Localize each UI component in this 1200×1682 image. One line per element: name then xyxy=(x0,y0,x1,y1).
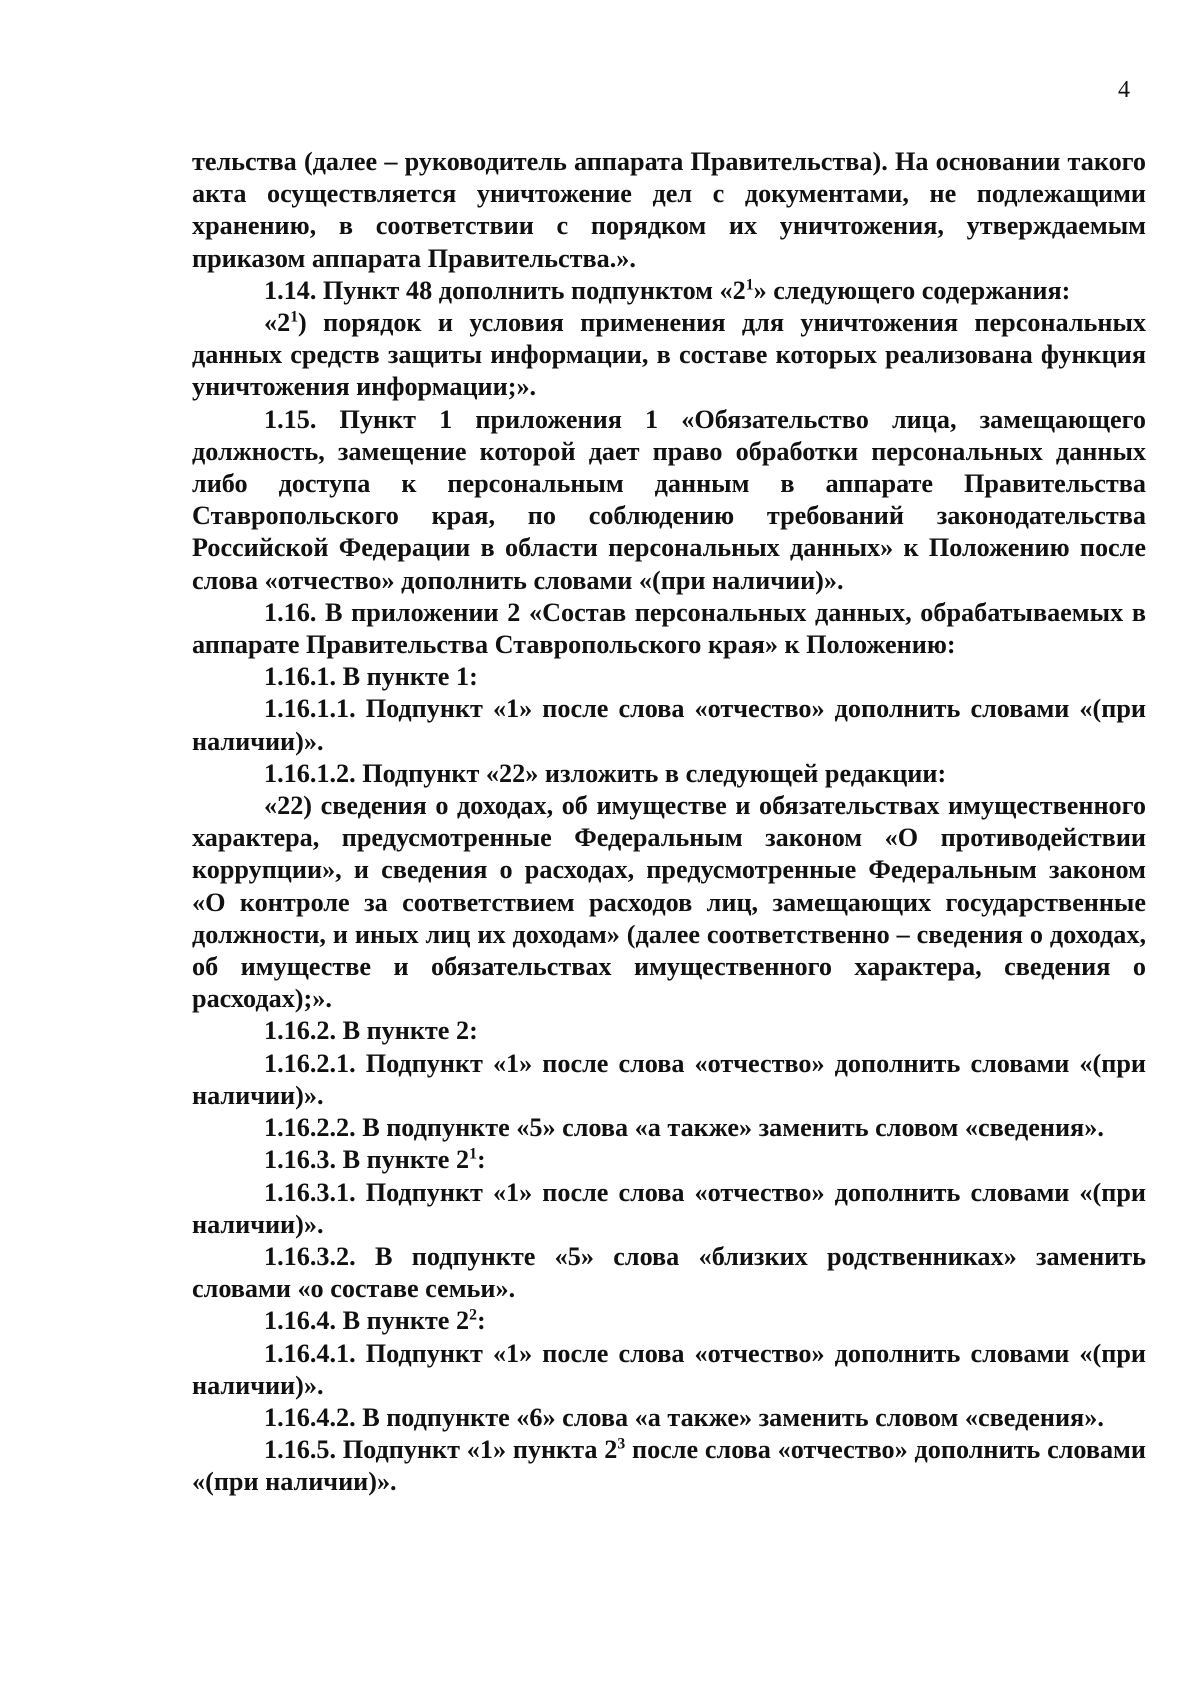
paragraph: 1.16.4.1. Подпункт «1» после слова «отчество» дополнить словами «(при наличии)». xyxy=(192,1338,1146,1400)
paragraph: 1.15. Пункт 1 приложения 1 «Обязательство лица, замещающего должность, замещение которой дает право обработки персональных данных либо доступа к персональным данным в аппарате Правительства Ставропольского края, по соблюдению требований законодательства Российской Федерации в области персональных данных» к Положению после слова «отчество» дополнить словами «(при наличии)». xyxy=(192,404,1146,595)
paragraph: тельства (далее – руководитель аппарата Правительства). На основании такого акта осуществляется уничтожение дел с документами, не подлежащими хранению, в соответствии с порядком их уничтожения, утверждаемым приказом аппарата Правительства.». xyxy=(192,147,1146,273)
paragraph: 1.16.5. Подпункт «1» пункта $2^3$ после слова «отчество» дополнить словами «(при наличии)». xyxy=(192,1435,1146,1497)
paragraph: 1.14. Пункт 48 дополнить подпунктом «$2^1$» следующего содержания: xyxy=(264,275,1071,305)
page-number: 4 xyxy=(1118,77,1130,103)
paragraph: «$2^1$) порядок и условия применения для уничтожения персональных данных средств защиты информации, в составе которых реализована функция уничтожения информации;». xyxy=(192,308,1146,402)
paragraph: 1.16.3. В пункте $2^1$: xyxy=(264,1145,486,1175)
paragraph: 1.16.3.2. В подпункте «5» слова «близких родственниках» заменить словами «о составе семьи». xyxy=(192,1241,1146,1304)
paragraph: 1.16. В приложении 2 «Состав персональных данных, обрабатываемых в аппарате Правительства Ставропольского края» к Положению: xyxy=(192,597,1146,660)
paragraph: 1.16.2. В пункте 2: xyxy=(264,1016,478,1046)
paragraph: 1.16.1. В пункте 1: xyxy=(264,662,478,692)
paragraph: 1.16.2.2. В подпункте «5» слова «а также» заменить словом «сведения». xyxy=(264,1113,1104,1143)
paragraph: 1.16.4. В пункте $2^2$: xyxy=(264,1306,486,1336)
document-body xyxy=(192,146,1146,1499)
paragraph: 1.16.2.1. Подпункт «1» после слова «отчество» дополнить словами «(при наличии)». xyxy=(192,1048,1146,1110)
paragraph: 1.16.3.1. Подпункт «1» после слова «отчество» дополнить словами «(при наличии)». xyxy=(192,1177,1146,1239)
paragraph: 1.16.4.2. В подпункте «6» слова «а также» заменить словом «сведения». xyxy=(264,1402,1104,1432)
paragraph: 1.16.1.1. Подпункт «1» после слова «отчество» дополнить словами «(при наличии)». xyxy=(192,694,1146,756)
paragraph: 1.16.1.2. Подпункт «22» изложить в следующей редакции: xyxy=(264,758,947,788)
paragraph: «22) сведения о доходах, об имуществе и обязательствах имущественного характера, предусмотренные Федеральным законом «О противодействии коррупции», и сведения о расходах, предусмотренные Федеральным законом «О контроле за соответствием расходов лиц, замещающих государственные должности, и иных лиц их доходам» (далее соответственно – сведения о доходах, об имуществе и обязательствах имущественного характера, сведения о расходах);». xyxy=(192,791,1146,1014)
